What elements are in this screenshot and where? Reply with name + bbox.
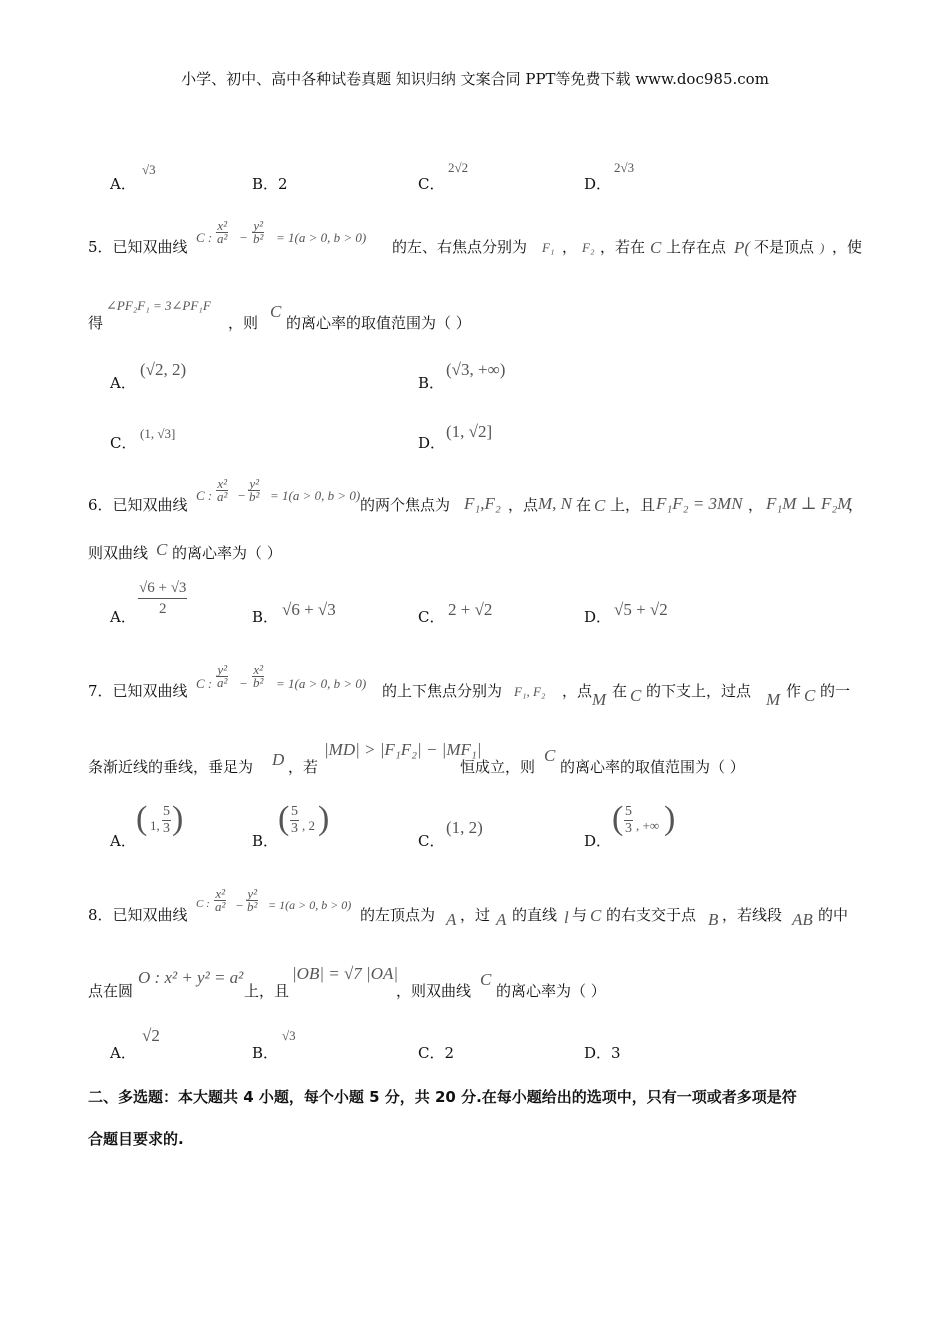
- q8-AB: AB: [792, 910, 813, 929]
- q8-option-d: D．3: [584, 1044, 621, 1062]
- q8-fraction-x: $\frac{\text{x²}}{\text{a²}}$: [215, 886, 226, 914]
- q8-text-3: 的直线: [512, 906, 558, 924]
- q5-C: C: [650, 238, 662, 257]
- q8-l: l: [564, 908, 569, 927]
- q7-C: C: [630, 686, 642, 705]
- q5-C2: C: [270, 302, 282, 321]
- q6-text-6: ，: [848, 496, 864, 514]
- q7-inequality: |MD| > |F₁F₂| − |MF₁|: [324, 740, 482, 759]
- q6-text-4: 上，且: [610, 496, 656, 514]
- q7-line2-d: 的离心率的取值范围为（ ）: [560, 758, 745, 776]
- q6-option-b-label: B．: [252, 608, 279, 626]
- q7-option-d-rparen: ): [664, 800, 676, 837]
- q6-option-a: $\frac{√6 + √3}{2}$: [139, 580, 187, 617]
- q6-MN: M, N: [538, 494, 572, 513]
- q8-A2: A: [496, 910, 507, 929]
- q6-option-d-label: D．: [584, 608, 612, 626]
- q8-line2-c: ，则双曲线: [396, 982, 472, 1000]
- q6-text-1: 的两个焦点为: [360, 496, 451, 514]
- q6-C2: C: [156, 540, 168, 559]
- q7-option-b-frac: $\frac{5}{3}$: [291, 804, 298, 836]
- q5-line2-b: ，则: [228, 314, 259, 332]
- q7-line2-c: 恒成立，则: [460, 758, 536, 776]
- q4-option-a-label: A．: [110, 175, 136, 193]
- q7-D: D: [272, 750, 285, 769]
- q7-option-c: (1, 2): [446, 818, 483, 837]
- q6-number: 6．已知双曲线: [88, 496, 188, 514]
- q6-line2-b: 的离心率为（ ）: [172, 544, 282, 562]
- q7-option-b-lparen: (: [278, 800, 290, 837]
- q5-line2-c: 的离心率的取值范围为（ ）: [286, 314, 471, 332]
- q6-perp: F₁M ⊥ F₂M: [766, 494, 852, 513]
- q6-minus: −: [238, 488, 246, 503]
- q4-option-d: 2√3: [614, 160, 635, 175]
- q5-angle: ∠PF₂F₁ = 3∠PF₁F: [106, 298, 211, 313]
- q5-option-d: (1, √2]: [446, 422, 493, 441]
- q8-condition: = 1(a > 0, b > 0): [268, 898, 352, 912]
- section-2-line-1: 二、多选题：本大题共 4 小题，每个小题 5 分，共 20 分.在每小题给出的选项中，只有一项或者多项是符: [88, 1088, 797, 1106]
- q5-fraction-x: $\frac{\text{x²}}{\text{a²}}$: [217, 218, 228, 246]
- q5-number: 5．已知双曲线: [88, 238, 188, 256]
- q6-C: C: [594, 496, 606, 515]
- q7-minus: −: [240, 676, 248, 691]
- q6-text-5: ，: [748, 496, 764, 514]
- q5-option-b: (√3, +∞): [446, 360, 506, 379]
- q7-option-d-lparen: (: [612, 800, 624, 837]
- q5-text-4: 不是顶点: [754, 238, 815, 256]
- q6-text-2: ，点: [508, 496, 539, 514]
- q5-option-a-label: A．: [110, 374, 136, 392]
- q5-text-3: 上存在点: [666, 238, 727, 256]
- q5-option-a: (√2, 2): [140, 360, 187, 379]
- q7-line2-a: 条渐近线的垂线，垂足为: [88, 758, 254, 776]
- q7-option-b-label: B．: [252, 832, 279, 850]
- q8-fraction-y: $\frac{\text{y²}}{\text{b²}}$: [247, 886, 258, 914]
- q8-option-b-label: B．: [252, 1044, 279, 1062]
- q7-text-1: 的上下焦点分别为: [382, 682, 503, 700]
- q6-line2-a: 则双曲线: [88, 544, 149, 562]
- q8-text-1: 的左顶点为: [360, 906, 436, 924]
- q5-line2-a: 得: [88, 314, 104, 332]
- q4-option-c-label: C．: [418, 175, 445, 193]
- q5-paren: ): [820, 240, 825, 255]
- q5-text-2: ，若在: [600, 238, 646, 256]
- q5-P: P(: [734, 238, 751, 257]
- q8-option-a: √2: [142, 1026, 160, 1045]
- q4-option-c: 2√2: [448, 160, 469, 175]
- q7-text-5: 作: [786, 682, 802, 700]
- q7-option-d-frac: $\frac{5}{3}$: [625, 804, 632, 836]
- q8-text-2: ，过: [460, 906, 491, 924]
- q7-option-a-lparen: (: [136, 800, 148, 837]
- q5-condition: = 1(a > 0, b > 0): [276, 230, 367, 245]
- q5-option-b-label: B．: [418, 374, 445, 392]
- q8-line2-b: 上，且: [244, 982, 290, 1000]
- q8-circle: O : x² + y² = a²: [138, 968, 244, 987]
- q7-option-a-label: A．: [110, 832, 136, 850]
- q6-fraction-y: $\frac{\text{y²}}{\text{b²}}$: [249, 476, 260, 504]
- q6-option-a-label: A．: [110, 608, 136, 626]
- section-2-line-2: 合题目要求的.: [88, 1130, 184, 1148]
- q5-option-d-label: D．: [418, 434, 446, 452]
- q7-option-c-label: C．: [418, 832, 445, 850]
- q6-text-3: 在: [576, 496, 592, 514]
- q5-F1: F₁: [542, 240, 555, 255]
- q5-text-5: ，使: [832, 238, 863, 256]
- q8-text-4: 与: [572, 906, 588, 924]
- q7-option-b-rparen: ): [318, 800, 330, 837]
- q7-number: 7．已知双曲线: [88, 682, 188, 700]
- q7-text-2: ，点: [562, 682, 593, 700]
- q8-option-c: C．2: [418, 1044, 455, 1062]
- q8-equation: |OB| = √7 |OA|: [292, 964, 399, 983]
- q5-curve-label: C :: [196, 230, 213, 245]
- q5-option-c-label: C．: [110, 434, 137, 452]
- q7-option-d-label: D．: [584, 832, 612, 850]
- q8-text-7: 的中: [818, 906, 849, 924]
- q6-option-d: √5 + √2: [614, 600, 668, 619]
- q7-text-4: 的下支上，过点: [646, 682, 752, 700]
- q5-minus: −: [240, 230, 248, 245]
- q7-text-3: 在: [612, 682, 628, 700]
- q7-option-a-rparen: ): [172, 800, 184, 837]
- q7-foci: F₁, F₂: [514, 684, 546, 699]
- q6-option-b: √6 + √3: [282, 600, 336, 619]
- q8-option-b: √3: [282, 1028, 296, 1043]
- q7-M: M: [592, 690, 607, 709]
- q4-option-d-label: D．: [584, 175, 612, 193]
- q7-curve-label: C :: [196, 676, 213, 691]
- q8-B: B: [708, 910, 719, 929]
- q5-fraction-y: $\frac{\text{y²}}{\text{b²}}$: [253, 218, 264, 246]
- q7-line2-b: ，若: [288, 758, 319, 776]
- page-header: 小学、初中、高中各种试卷真题 知识归纳 文案合同 PPT等免费下载 www.doc985.com: [181, 70, 769, 88]
- q5-sep: ，: [562, 238, 578, 256]
- q7-fraction-y: $\frac{\text{y²}}{\text{a²}}$: [217, 662, 228, 690]
- q5-option-c: (1, √3]: [140, 426, 176, 441]
- q7-option-d-inf: , +∞: [636, 818, 660, 833]
- q8-A: A: [446, 910, 457, 929]
- q7-text-6: 的一: [820, 682, 851, 700]
- q6-fraction-x: $\frac{\text{x²}}{\text{a²}}$: [217, 476, 228, 504]
- q6-curve-label: C :: [196, 488, 213, 503]
- q4-option-b: B．2: [252, 175, 288, 193]
- q8-minus: −: [236, 898, 244, 913]
- q7-fraction-x: $\frac{\text{x²}}{\text{b²}}$: [253, 662, 264, 690]
- q7-C2: C: [804, 686, 816, 705]
- q8-line2-d: 的离心率为（ ）: [496, 982, 606, 1000]
- q8-line2-a: 点在圆: [88, 982, 134, 1000]
- q7-condition: = 1(a > 0, b > 0): [276, 676, 367, 691]
- q6-foci: F₁,F₂: [464, 494, 501, 513]
- q7-option-a-one: 1,: [150, 818, 160, 833]
- q7-option-b-two: , 2: [302, 818, 315, 833]
- q7-option-a-frac: $\frac{5}{3}$: [163, 804, 170, 836]
- q5-F2: F₂: [582, 240, 595, 255]
- q8-number: 8．已知双曲线: [88, 906, 188, 924]
- q8-C: C: [590, 906, 602, 925]
- q4-option-a: √3: [142, 162, 156, 177]
- q8-curve-label: C :: [196, 898, 210, 910]
- q8-C2: C: [480, 970, 492, 989]
- q6-option-c-label: C．: [418, 608, 445, 626]
- q7-M2: M: [766, 690, 781, 709]
- q8-text-5: 的右支交于点: [606, 906, 697, 924]
- q8-option-a-label: A．: [110, 1044, 136, 1062]
- q8-text-6: ，若线段: [722, 906, 783, 924]
- q6-equation: F₁F₂ = 3MN: [656, 494, 743, 513]
- q7-C3: C: [544, 746, 556, 765]
- q5-text-1: 的左、右焦点分别为: [392, 238, 528, 256]
- q6-option-c: 2 + √2: [448, 600, 493, 619]
- q6-condition: = 1(a > 0, b > 0): [270, 488, 361, 503]
